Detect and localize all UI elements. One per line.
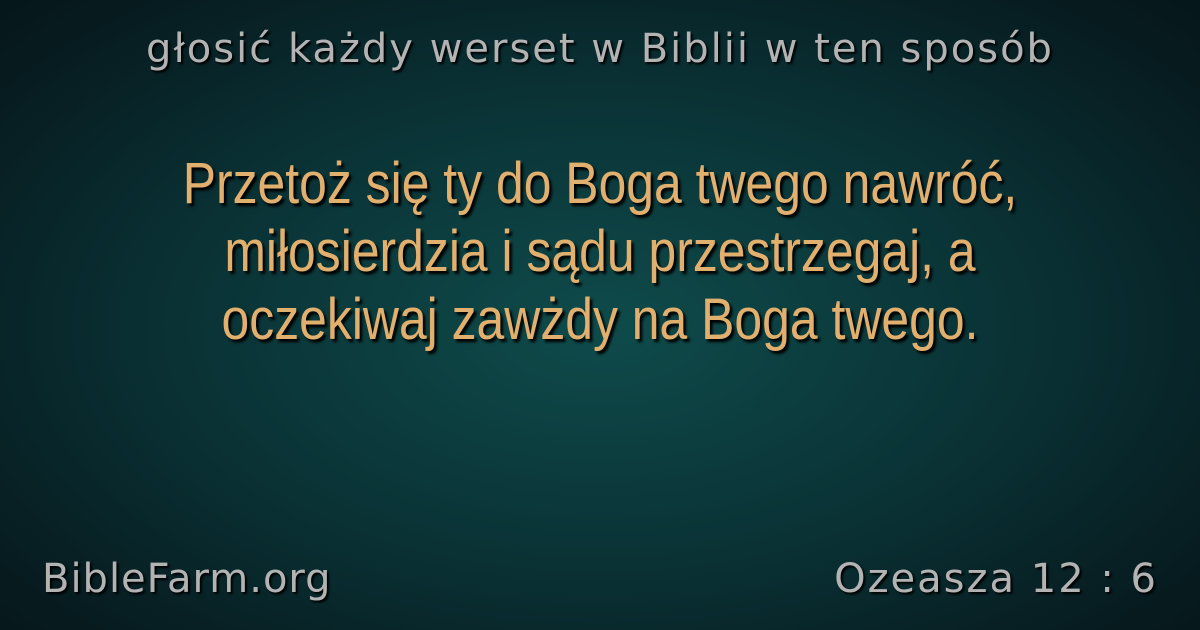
site-name: BibleFarm.org (42, 556, 332, 602)
verse-line: Przetoż się ty do Boga twego nawróć, (182, 151, 1018, 216)
verse-line: oczekiwaj zawżdy na Boga twego. (221, 286, 979, 352)
tagline: głosić każdy werset w Biblii w ten sposób (146, 26, 1054, 72)
verse-line: miłosierdzia i sądu przestrzegaj, a (224, 218, 976, 284)
verse-text (118, 150, 1081, 354)
verse-reference: Ozeasza 12 : 6 (834, 556, 1158, 602)
